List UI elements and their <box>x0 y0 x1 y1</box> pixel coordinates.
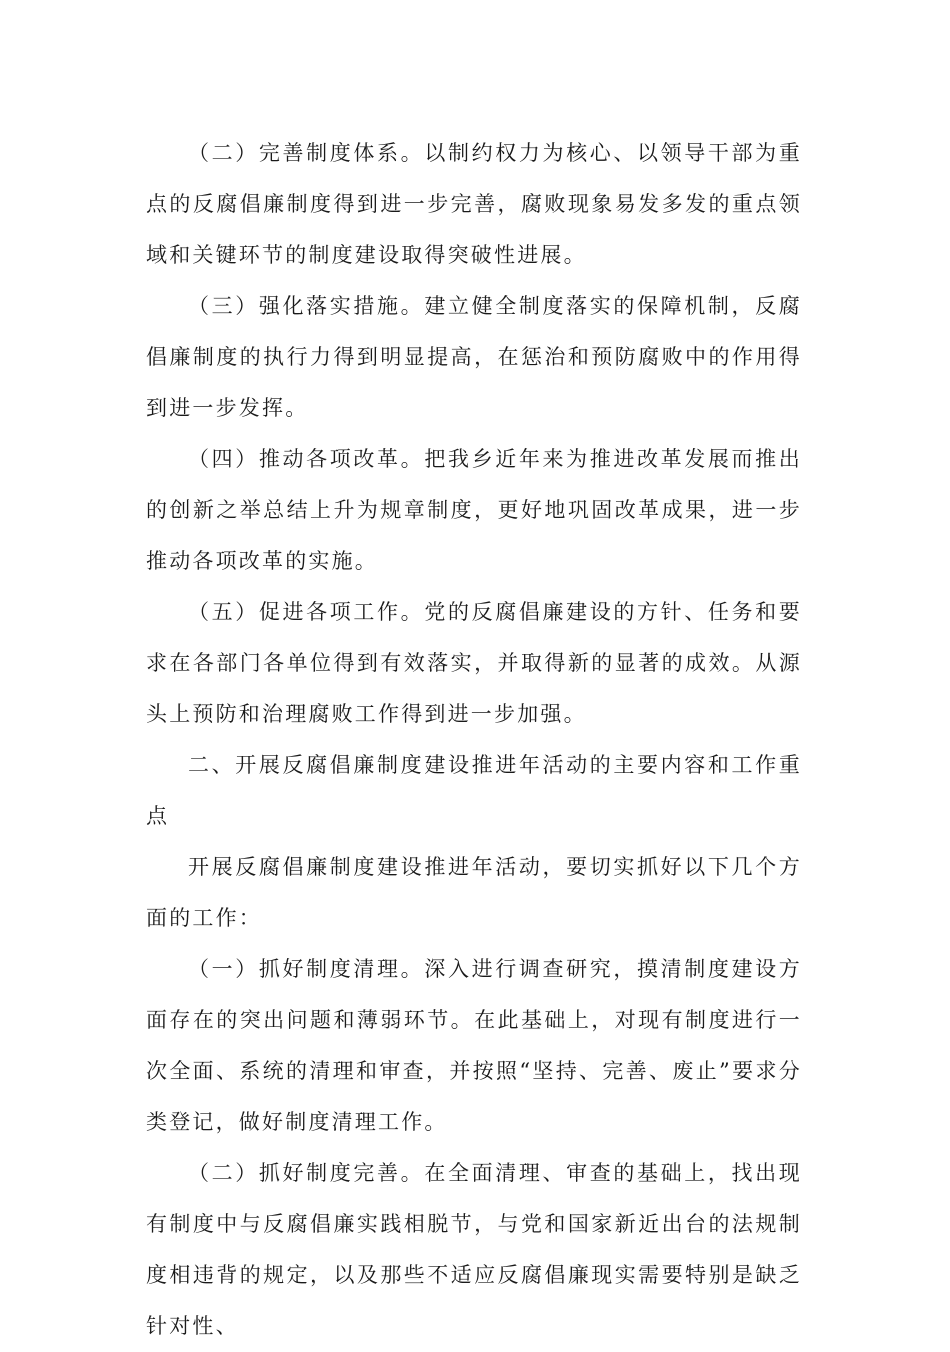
paragraph-system-improvement: （二）抓好制度完善。在全面清理、审查的基础上，找出现有制度中与反腐倡廉实践相脱节，与党和国家新近出台的法规制度相违背的规定，以及那些不适应反腐倡廉现实需要特别是缺乏针对性、 <box>146 1161 802 1338</box>
paragraph-promote-work: （五）促进各项工作。党的反腐倡廉建设的方针、任务和要求在各部门各单位得到有效落实，并取得新的显著的成效。从源头上预防和治理腐败工作得到进一步加强。 <box>146 600 802 726</box>
paragraph-intro-work: 开展反腐倡廉制度建设推进年活动，要切实抓好以下几个方面的工作： <box>146 855 802 930</box>
paragraph-system-cleanup: （一）抓好制度清理。深入进行调查研究，摸清制度建设方面存在的突出问题和薄弱环节。在此基础上，对现有制度进行一次全面、系统的清理和审查，并按照“坚持、完善、废止”要求分类登记，做好制度清理工作。 <box>146 957 802 1134</box>
paragraph-strengthen-measures: （三）强化落实措施。建立健全制度落实的保障机制，反腐倡廉制度的执行力得到明显提高，在惩治和预防腐败中的作用得到进一步发挥。 <box>146 294 802 420</box>
paragraph-improve-system: （二）完善制度体系。以制约权力为核心、以领导干部为重点的反腐倡廉制度得到进一步完善，腐败现象易发多发的重点领域和关键环节的制度建设取得突破性进展。 <box>146 141 802 267</box>
document-body <box>146 128 802 1352</box>
section-heading-main-content: 二、开展反腐倡廉制度建设推进年活动的主要内容和工作重点 <box>146 753 802 828</box>
paragraph-promote-reforms: （四）推动各项改革。把我乡近年来为推进改革发展而推出的创新之举总结上升为规章制度，更好地巩固改革成果，进一步推动各项改革的实施。 <box>146 447 802 573</box>
